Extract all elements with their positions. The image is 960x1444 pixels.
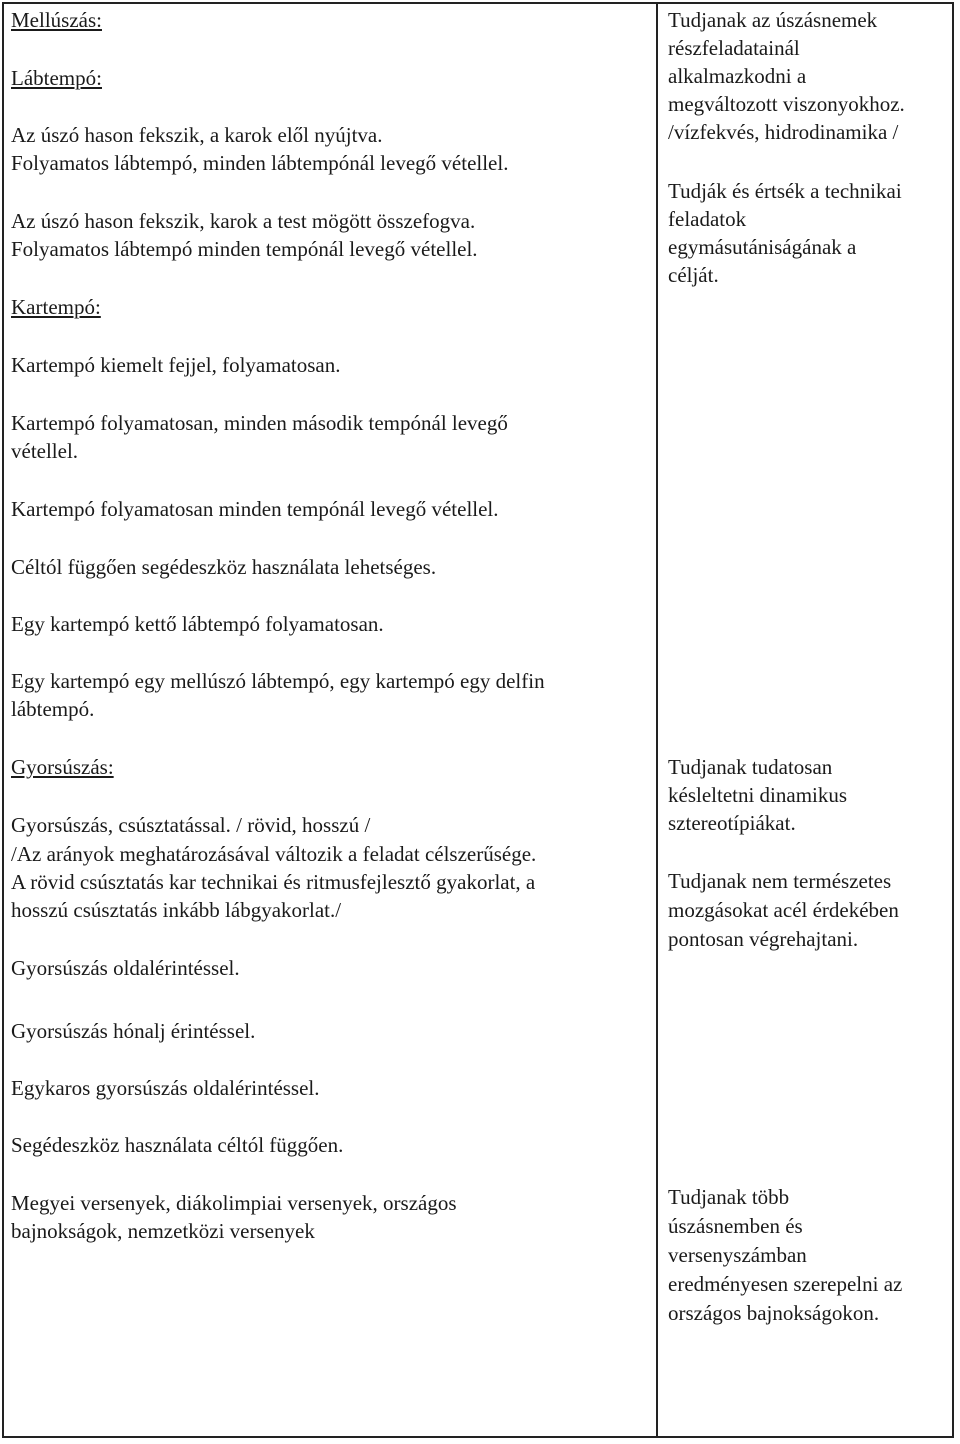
goal-text-line: alkalmazkodni a xyxy=(668,64,807,88)
goal-text-line: sztereotípiákat. xyxy=(668,811,796,835)
text-line: Gyorsúszás hónalj érintéssel. xyxy=(11,1019,256,1043)
text-line: /Az arányok meghatározásával változik a feladat célszerűsége. xyxy=(11,842,537,866)
goal-text-line: célját. xyxy=(668,263,719,287)
text-line: A rövid csúsztatás kar technikai és ritmusfejlesztő gyakorlat, a xyxy=(11,870,536,894)
goal-text-line: Tudják és értsék a technikai xyxy=(668,179,902,203)
text-line: Egykaros gyorsúszás oldalérintéssel. xyxy=(11,1076,320,1100)
text-line: Gyorsúszás, csúsztatással. / rövid, hosszú / xyxy=(11,813,371,837)
text-line: Az úszó hason fekszik, karok a test mögött összefogva. xyxy=(11,209,476,233)
goal-text-line: úszásnemben és xyxy=(668,1214,803,1238)
text-line: lábtempó. xyxy=(11,697,95,721)
text-line: Megyei versenyek, diákolimpiai versenyek, országos xyxy=(11,1191,457,1215)
goal-text-line: versenyszámban xyxy=(668,1243,807,1267)
text-line: vétellel. xyxy=(11,439,79,463)
text-line: Egy kartempó kettő lábtempó folyamatosan. xyxy=(11,612,384,636)
goal-text-line: feladatok xyxy=(668,207,747,231)
section-heading-mellusas: Mellúszás: xyxy=(11,8,102,32)
text-line: Céltól függően segédeszköz használata lehetséges. xyxy=(11,555,437,579)
text-line: Folyamatos lábtempó, minden lábtempónál levegő vétellel. xyxy=(11,151,509,175)
text-line: Egy kartempó egy mellúszó lábtempó, egy kartempó egy delfin xyxy=(11,669,545,693)
text-line: bajnokságok, nemzetközi versenyek xyxy=(11,1219,315,1243)
goal-text-line: országos bajnokságokon. xyxy=(668,1301,880,1325)
text-line: Kartempó folyamatosan minden tempónál levegő vétellel. xyxy=(11,497,499,521)
subheading-labtempo: Lábtempó: xyxy=(11,66,102,90)
text-line: hosszú csúsztatás inkább lábgyakorlat./ xyxy=(11,898,342,922)
goal-text-line: eredményesen szerepelni az xyxy=(668,1272,903,1296)
goal-text-line: egymásutániságának a xyxy=(668,235,857,259)
goal-text-line: Tudjanak nem természetes xyxy=(668,869,892,893)
goal-text-line: mozgásokat acél érdekében xyxy=(668,898,899,922)
goal-text-line: késleltetni dinamikus xyxy=(668,783,848,807)
goal-text-line: Tudjanak tudatosan xyxy=(668,755,833,779)
text-line: Gyorsúszás oldalérintéssel. xyxy=(11,956,240,980)
goal-text-line: megváltozott viszonyokhoz. xyxy=(668,92,905,116)
subheading-kartempo: Kartempó: xyxy=(11,295,101,319)
goal-text-line: /vízfekvés, hidrodinamika / xyxy=(668,120,899,144)
section-heading-gyorsuszas: Gyorsúszás: xyxy=(11,755,114,779)
column-divider xyxy=(656,2,658,1438)
goal-text-line: Tudjanak az úszásnemek xyxy=(668,8,878,32)
text-line: Az úszó hason fekszik, a karok elől nyújtva. xyxy=(11,123,383,147)
goal-text-line: részfeladatainál xyxy=(668,36,800,60)
goal-text-line: pontosan végrehajtani. xyxy=(668,927,859,951)
text-line: Folyamatos lábtempó minden tempónál levegő vétellel. xyxy=(11,237,478,261)
goal-text-line: Tudjanak több xyxy=(668,1185,790,1209)
text-line: Kartempó folyamatosan, minden második tempónál levegő xyxy=(11,411,508,435)
text-line: Segédeszköz használata céltól függően. xyxy=(11,1133,344,1157)
text-line: Kartempó kiemelt fejjel, folyamatosan. xyxy=(11,353,341,377)
